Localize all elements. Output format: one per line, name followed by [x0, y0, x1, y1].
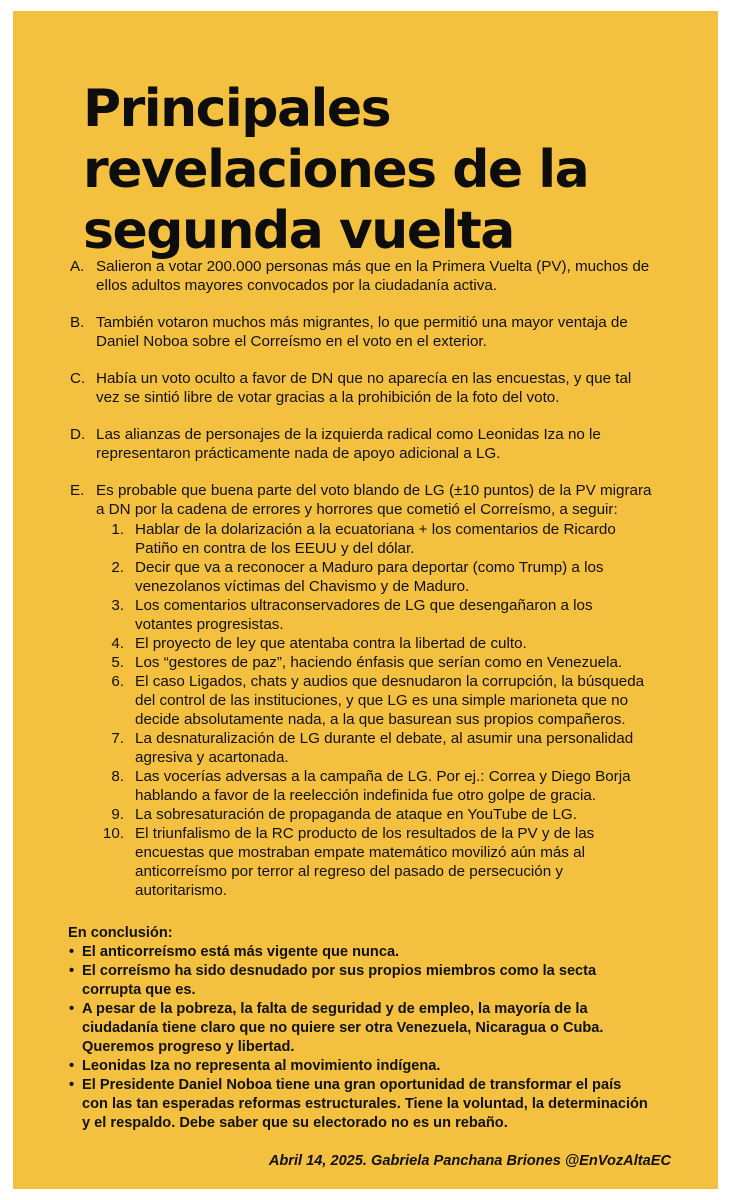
sub-item-line: encuestas que mostraban empate matemático movilizó aún más al: [135, 844, 585, 861]
conclusion-bullets: [68, 943, 678, 1133]
bullet-line: A pesar de la pobreza, la falta de seguridad y de empleo, la mayoría de la: [82, 1001, 588, 1017]
item-letter: A.: [70, 258, 85, 275]
sub-item-number: 3.: [111, 597, 124, 614]
sub-item-line: Patiño en contra de los EEUU y del dólar.: [135, 540, 415, 557]
sub-item-line: Las vocerías adversas a la campaña de LG. Por ej.: Correa y Diego Borja: [135, 768, 631, 785]
sub-item-line: La sobresaturación de propaganda de ataque en YouTube de LG.: [135, 806, 577, 823]
conclusion-bullet: [68, 962, 678, 1000]
bullet-line: con las tan esperadas reformas estructurales. Tiene la voluntad, la determinación: [82, 1096, 648, 1112]
bullet-line: y el respaldo. Debe saber que su electorado no es un rebaño.: [82, 1115, 508, 1131]
sub-item-number: 9.: [111, 806, 124, 823]
list-item-d: [70, 425, 670, 463]
revelations-list: [70, 257, 670, 900]
sub-item-number: 1.: [111, 521, 124, 538]
bullet-dot: •: [69, 1058, 75, 1074]
sub-item: [96, 653, 670, 672]
bullet-line: Queremos progreso y libertad.: [82, 1039, 295, 1055]
item-text-line: Es probable que buena parte del voto blando de LG (±10 puntos) de la PV migrara: [96, 482, 652, 499]
item-letter: C.: [70, 370, 86, 387]
item-text-line: También votaron muchos más migrantes, lo que permitió una mayor ventaja de: [96, 314, 628, 331]
conclusion-bullet: [68, 1000, 678, 1057]
sub-item-line: agresiva y acartonada.: [135, 749, 289, 766]
conclusion-bullet: [68, 1076, 678, 1133]
sub-item-line: Los comentarios ultraconservadores de LG que desengañaron a los: [135, 597, 593, 614]
page-title: [83, 79, 683, 262]
sub-item-number: 7.: [111, 730, 124, 747]
item-letter: B.: [70, 314, 85, 331]
bullet-line: Leonidas Iza no representa al movimiento indígena.: [82, 1058, 441, 1074]
sub-item: [96, 634, 670, 653]
sub-item-line: hablando a favor de la reelección indefinida fue otro golpe de gracia.: [135, 787, 597, 804]
list-item-a: [70, 257, 670, 295]
title-line: revelaciones de la: [83, 140, 589, 200]
sub-item-line: venezolanos víctimas del Chavismo y de Maduro.: [135, 578, 470, 595]
list-item-e: [70, 481, 670, 900]
sub-item-line: Los “gestores de paz”, haciendo énfasis que serían como en Venezuela.: [135, 654, 623, 671]
sub-item-number: 8.: [111, 768, 124, 785]
bullet-line: El Presidente Daniel Noboa tiene una gran oportunidad de transformar el país: [82, 1077, 622, 1093]
conclusion-heading: En conclusión:: [68, 925, 173, 941]
sub-item: [96, 672, 670, 729]
bullet-line: corrupta que es.: [82, 982, 196, 998]
sub-item: [96, 805, 670, 824]
bullet-dot: •: [69, 1077, 75, 1093]
item-text-line: Las alianzas de personajes de la izquierda radical como Leonidas Iza no le: [96, 426, 601, 443]
sub-item: [96, 729, 670, 767]
sub-item-number: 2.: [111, 559, 124, 576]
sub-item-line: votantes progresistas.: [135, 616, 284, 633]
sub-item-line: decide absolutamente nada, a la que basurean sus propios compañeros.: [135, 711, 626, 728]
bullet-line: El anticorreísmo está más vigente que nunca.: [82, 944, 400, 960]
item-text-line: Daniel Noboa sobre el Correísmo en el voto en el exterior.: [96, 333, 487, 350]
item-letter: E.: [70, 482, 85, 499]
item-letter: D.: [70, 426, 86, 443]
list-item-b: [70, 313, 670, 351]
sub-item-line: La desnaturalización de LG durante el debate, al asumir una personalidad: [135, 730, 634, 747]
item-text-line: representaron prácticamente nada de apoyo adicional a LG.: [96, 445, 501, 462]
item-text-line: a DN por la cadena de errores y horrores que cometió el Correísmo, a seguir:: [96, 501, 618, 518]
sub-item: [96, 596, 670, 634]
sub-item-number: 4.: [111, 635, 124, 652]
sub-item-line: El proyecto de ley que atentaba contra la libertad de culto.: [135, 635, 527, 652]
sub-item: [96, 767, 670, 805]
bullet-line: ciudadanía tiene claro que no quiere ser otra Venezuela, Nicaragua o Cuba.: [82, 1020, 604, 1036]
bullet-dot: •: [69, 1001, 75, 1017]
conclusion-bullet: [68, 1057, 678, 1076]
item-text-line: Salieron a votar 200.000 personas más que en la Primera Vuelta (PV), muchos de: [96, 258, 650, 275]
sub-item-line: anticorreísmo por terror al regreso del pasado de persecución y: [135, 863, 564, 880]
bullet-dot: •: [69, 944, 75, 960]
sub-item: [96, 520, 670, 558]
bullet-line: El correísmo ha sido desnudado por sus propios miembros como la secta: [82, 963, 597, 979]
sub-list: [96, 520, 670, 900]
title-line: Principales: [83, 79, 391, 139]
item-text-line: Había un voto oculto a favor de DN que no aparecía en las encuestas, y que tal: [96, 370, 632, 387]
sub-item-number: 10.: [102, 825, 124, 842]
item-text-line: vez se sintió libre de votar gracias a la prohibición de la foto del voto.: [96, 389, 560, 406]
conclusion-bullet: [68, 943, 678, 962]
sub-item-line: El triunfalismo de la RC producto de los resultados de la PV y de las: [135, 825, 595, 842]
sub-item-line: autoritarismo.: [135, 882, 228, 899]
sub-item-line: El caso Ligados, chats y audios que desnudaron la corrupción, la búsqueda: [135, 673, 645, 690]
sub-item-number: 5.: [111, 654, 124, 671]
conclusion-section: [68, 924, 678, 1133]
list-item-c: [70, 369, 670, 407]
bullet-dot: •: [69, 963, 75, 979]
sub-item: [96, 824, 670, 900]
sub-item-number: 6.: [111, 673, 124, 690]
sub-item-line: del control de las instituciones, y que LG es una simple marioneta que no: [135, 692, 629, 709]
sub-item-line: Decir que va a reconocer a Maduro para deportar (como Trump) a los: [135, 559, 604, 576]
item-text-line: ellos adultos mayores convocados por la ciudadanía activa.: [96, 277, 498, 294]
sub-item-line: Hablar de la dolarización a la ecuatoriana + los comentarios de Ricardo: [135, 521, 616, 538]
title-line: segunda vuelta: [83, 201, 514, 261]
sub-item: [96, 558, 670, 596]
signature-footer: Abril 14, 2025. Gabriela Panchana Briones @EnVozAltaEC: [268, 1153, 671, 1169]
